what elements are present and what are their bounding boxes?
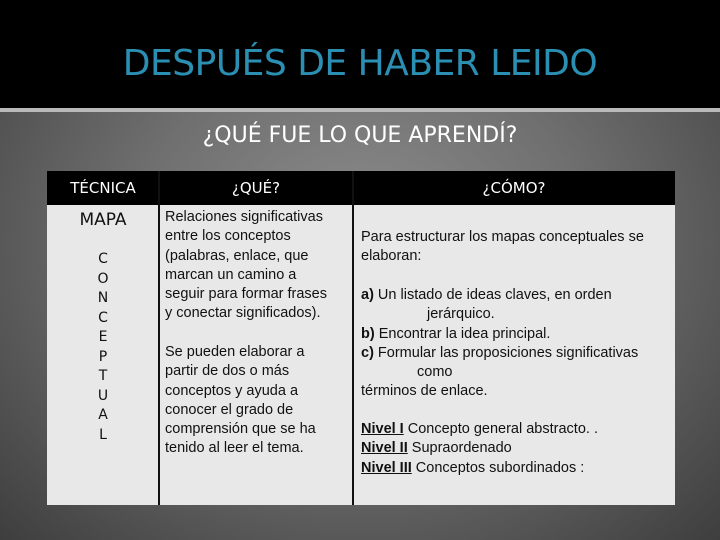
header-que: ¿QUÉ? <box>231 179 281 197</box>
level-text: Conceptos subordinados : <box>411 459 585 476</box>
text-line: partir de dos o más <box>165 363 290 380</box>
text-line: Se pueden elaborar a <box>165 344 305 360</box>
text-line: elaboran: <box>361 248 422 265</box>
slide-subtitle: ¿QUÉ FUE LO QUE APRENDÍ? <box>202 123 518 148</box>
text-line: tenido al leer el tema. <box>165 440 304 457</box>
step-marker: c) <box>361 344 374 361</box>
step-continuation: términos de enlace. <box>361 383 488 400</box>
level-label: Nivel II <box>361 440 408 457</box>
level-label: Nivel III <box>361 459 412 476</box>
techniques-table <box>47 171 675 505</box>
tecnica-name: MAPA <box>79 210 127 230</box>
text-line: y conectar significados). <box>165 305 321 322</box>
que-paragraph-2 <box>165 343 351 459</box>
vertical-letter: O <box>97 270 109 287</box>
level-text: Supraordenado <box>407 440 512 457</box>
vertical-letter: T <box>98 368 108 384</box>
step-continuation: como <box>417 364 453 381</box>
column-divider <box>352 171 354 505</box>
text-line: marcan un camino a <box>165 266 297 283</box>
step-marker: b) <box>361 325 375 342</box>
step-text: Un listado de ideas claves, en orden <box>373 287 612 303</box>
step-item-a <box>361 286 673 305</box>
que-paragraph-1 <box>165 208 351 324</box>
level-item <box>361 459 673 478</box>
text-line: comprensión que se ha <box>165 421 316 438</box>
header-como: ¿CÓMO? <box>482 179 546 197</box>
text-line: seguir para formar frases <box>165 286 327 303</box>
vertical-letter: L <box>99 426 107 443</box>
text-line: Para estructurar los mapas conceptuales se <box>361 229 644 245</box>
vertical-letter: N <box>97 290 109 306</box>
vertical-letter: A <box>98 407 108 423</box>
text-line: entre los conceptos <box>165 228 291 245</box>
tecnica-vertical-word <box>47 250 159 445</box>
como-steps-list <box>361 286 673 402</box>
slide-title: DESPUÉS DE HABER LEIDO <box>122 43 598 84</box>
step-text: Encontrar la idea principal. <box>374 325 551 342</box>
level-text: Concepto general abstracto. . <box>403 421 598 437</box>
vertical-letter: U <box>97 387 109 404</box>
step-text: Formular las proposiciones significativas <box>373 344 639 361</box>
step-marker: a) <box>361 287 374 303</box>
level-item <box>361 439 673 458</box>
step-item-b <box>361 325 673 344</box>
levels-list <box>361 420 673 478</box>
table-header-row <box>47 171 675 205</box>
text-line: Relaciones significativas <box>165 209 323 225</box>
level-item <box>361 420 673 439</box>
level-label: Nivel I <box>361 421 404 437</box>
step-continuation: jerárquico. <box>427 306 495 323</box>
vertical-letter: C <box>98 251 108 267</box>
vertical-letter: P <box>98 348 108 365</box>
text-line: (palabras, enlace, que <box>165 247 309 264</box>
vertical-letter: E <box>98 329 108 345</box>
como-intro <box>361 228 673 267</box>
step-item-c <box>361 344 673 363</box>
header-tecnica: TÉCNICA <box>70 179 136 197</box>
vertical-letter: C <box>98 309 108 326</box>
text-line: conocer el grado de <box>165 401 294 418</box>
text-line: conceptos y ayuda a <box>165 382 299 399</box>
